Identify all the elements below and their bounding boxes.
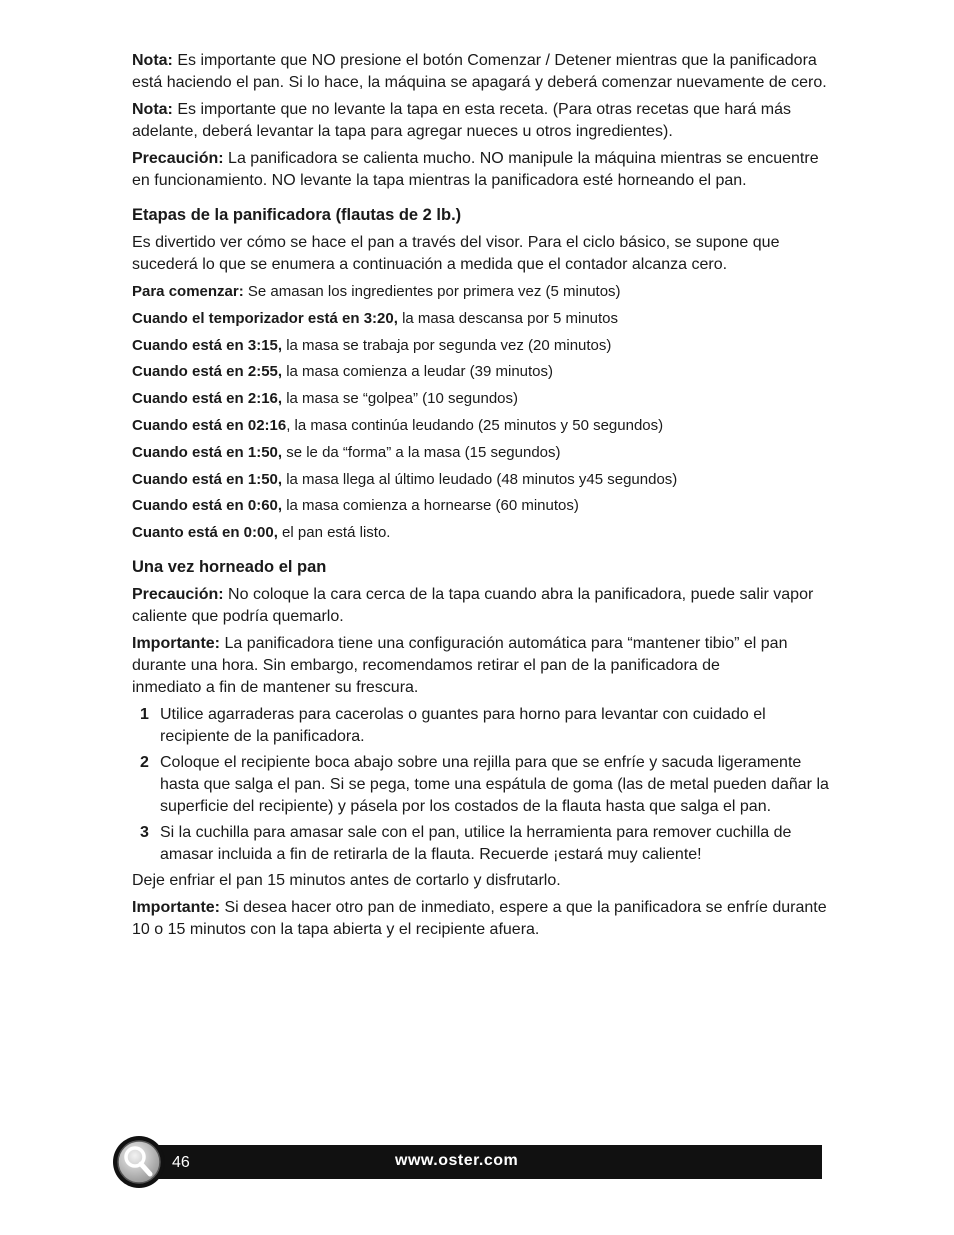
important-next-bread: Importante: Si desea hacer otro pan de inmediato, espere a que la panificadora se enfríe durante 10 o 15 minutos con la tapa abierta y el recipiente afuera. bbox=[132, 899, 827, 939]
step-item: 2 Coloque el recipiente boca abajo sobre una rejilla para que se enfríe y sacuda ligeramente hasta que salga el pan. Si se pega, tome una espátula de goma (las de metal pueden dañar la superficie del recipiente) y pásela por los costados de la flauta hasta que salga el pan. bbox=[140, 754, 829, 816]
step-item: 3 Si la cuchilla para amasar sale con el pan, utilice la herramienta para remover cuchilla de amasar incluida a fin de retirarla de la flauta. Recuerde ¡estará muy caliente! bbox=[140, 824, 792, 864]
stage-item: Cuando está en 02:16, la masa continúa leudando (25 minutos y 50 segundos) bbox=[132, 416, 664, 434]
stage-item: Cuando está en 0:60, la masa comienza a hornearse (60 minutos) bbox=[132, 497, 579, 515]
stage-item: Cuando está en 2:16, la masa se “golpea” (10 segundos) bbox=[132, 390, 519, 408]
magnifier-icon bbox=[113, 1136, 165, 1188]
stage-item: Cuando el temporizador está en 3:20, la masa descansa por 5 minutos bbox=[132, 309, 619, 327]
step-item: 1 Utilice agarraderas para cacerolas o guantes para horno para levantar con cuidado el recipiente de la panificadora. bbox=[140, 706, 766, 746]
note-2: Nota: Es importante que no levante la tapa en esta receta. (Para otras recetas que hará más adelante, deberá levantar la tapa para agregar nueces u otros ingredientes). bbox=[132, 101, 792, 140]
stage-item: Para comenzar: Se amasan los ingredientes por primera vez (5 minutos) bbox=[132, 283, 621, 300]
website-link[interactable]: www.oster.com bbox=[395, 1152, 519, 1169]
page-number: 46 bbox=[172, 1154, 190, 1171]
stages-list bbox=[132, 281, 832, 544]
section-heading-after-baking: Una vez horneado el pan bbox=[132, 558, 327, 577]
page-content bbox=[132, 50, 832, 946]
closing-text: Deje enfriar el pan 15 minutos antes de cortarlo y disfrutarlo. bbox=[132, 872, 561, 890]
stage-item: Cuando está en 1:50, la masa llega al último leudado (48 minutos y45 segundos) bbox=[132, 470, 678, 488]
important-keep-warm: Importante: La panificadora tiene una configuración automática para “mantener tibio” el pan durante una hora. Sin embargo, recomendamos retirar el pan de la panificadora de inmediato a fin de mantener su frescura. bbox=[132, 635, 788, 697]
caution-note: Precaución: La panificadora se calienta mucho. NO manipule la máquina mientras se encuentre en funcionamiento. NO levante la tapa mientras la panificadora esté horneando el pan. bbox=[132, 150, 819, 189]
section-heading-stages: Etapas de la panificadora (flautas de 2 lb.) bbox=[132, 206, 462, 224]
stage-item: Cuando está en 1:50, se le da “forma” a la masa (15 segundos) bbox=[132, 443, 561, 461]
steps-list bbox=[132, 704, 832, 866]
stage-item: Cuando está en 3:15, la masa se trabaja por segunda vez (20 minutos) bbox=[132, 336, 612, 354]
note-1: Nota: Es importante que NO presione el botón Comenzar / Detener mientras que la panificadora está haciendo el pan. Si lo hace, la máquina se apagará y deberá comenzar nuevamente de cero. bbox=[132, 52, 827, 91]
caution-steam: Precaución: No coloque la cara cerca de la tapa cuando abra la panificadora, puede salir vapor caliente que podría quemarlo. bbox=[132, 586, 814, 626]
stage-item: Cuanto está en 0:00, el pan está listo. bbox=[132, 524, 391, 542]
stages-intro: Es divertido ver cómo se hace el pan a través del visor. Para el ciclo básico, se supone que sucederá lo que se enumera a continuación a medida que el contador alcanza cero. bbox=[132, 234, 780, 273]
stage-item: Cuando está en 2:55, la masa comienza a leudar (39 minutos) bbox=[132, 363, 554, 381]
